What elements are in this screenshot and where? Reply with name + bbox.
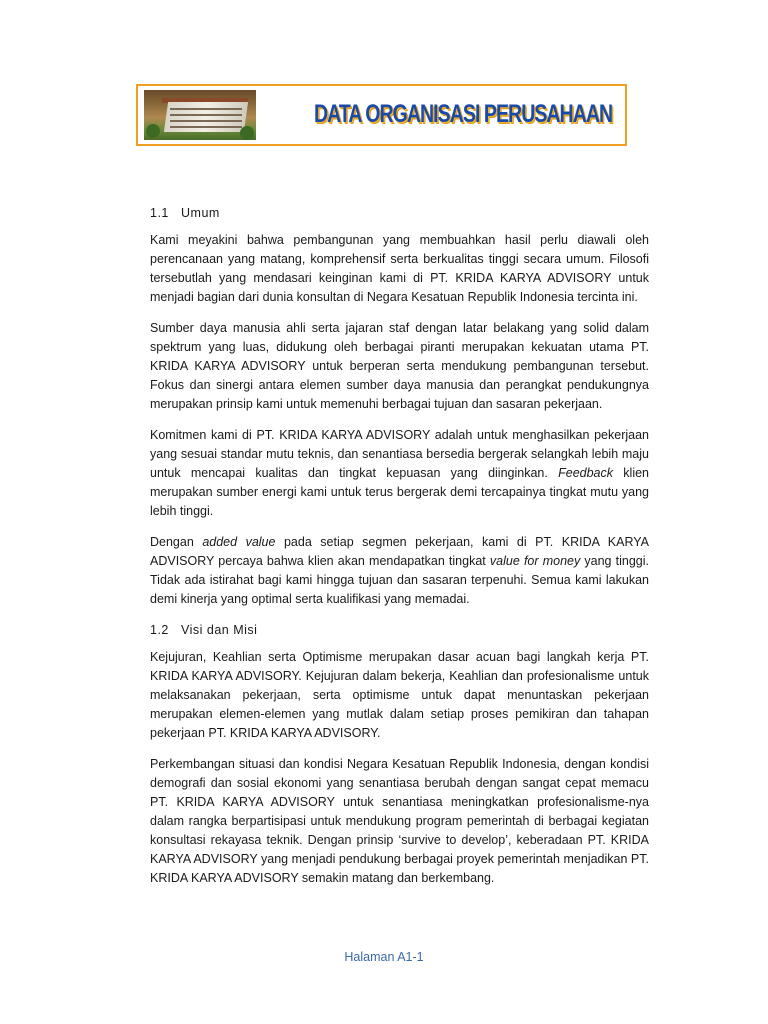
paragraph-text: Dengan bbox=[150, 535, 203, 549]
page-number: Halaman A1-1 bbox=[344, 950, 424, 964]
page-title: DATA ORGANISASI PERUSAHAAN bbox=[314, 100, 613, 128]
paragraph: Perkembangan situasi dan kondisi Negara Kesatuan Republik Indonesia, dengan kondisi demografi dan sosial ekonomi yang senantiasa berubah dengan sangat cepat memacu PT. KRIDA KARYA ADVISORY untuk senantiasa meningkatkan profesionalisme-nya dalam rangka berpartisipasi untuk mendukung program pemerintah di berbagai kegiatan konsultasi rekayasa teknik. Dengan prinsip ‘survive to develop’, keberadaan PT. KRIDA KARYA ADVISORY yang menjadi pendukung berbagai proyek pemerintah menjadikan PT. KRIDA KARYA ADVISORY semakin matang dan berkembang. bbox=[150, 757, 649, 885]
header-banner bbox=[136, 84, 627, 146]
section-heading-visi-misi bbox=[150, 621, 649, 640]
building-photo bbox=[144, 90, 256, 140]
emphasis-value-for-money: value for money bbox=[489, 554, 581, 568]
section-heading-umum bbox=[150, 204, 649, 223]
emphasis-added-value: added value bbox=[202, 535, 276, 549]
section-number: 1.1 bbox=[150, 206, 169, 220]
emphasis-feedback: Feedback bbox=[558, 466, 614, 480]
paragraph-text: Komitmen kami di PT. KRIDA KARYA ADVISORY adalah untuk menghasilkan pekerjaan yang sesuai standar mutu teknis, dan senantiasa bersedia bergerak selangkah lebih maju untuk mencapai kualitas dan tingkat kepuasan yang diinginkan. bbox=[150, 428, 649, 480]
paragraph bbox=[150, 426, 649, 521]
paragraph: Kami meyakini bahwa pembangunan yang membuahkan hasil perlu diawali oleh perencanaan yang matang, komprehensif serta berkualitas tinggi secara umum. Filosofi tersebutlah yang mendasari keinginan kami di PT. KRIDA KARYA ADVISORY untuk menjadi bagian dari dunia konsultan di Negara Kesatuan Republik Indonesia tercinta ini. bbox=[150, 233, 649, 304]
paragraph: Kejujuran, Keahlian serta Optimisme merupakan dasar acuan bagi langkah kerja PT. KRIDA KARYA ADVISORY. Kejujuran dalam bekerja, Keahlian dan profesionalisme untuk melaksanakan pekerjaan, serta optimisme untuk dapat menuntaskan pekerjaan merupakan elemen-elemen yang mutlak dalam setiap proses pemikiran dan tahapan pekerjaan PT. KRIDA KARYA ADVISORY. bbox=[150, 650, 649, 740]
section-title: Visi dan Misi bbox=[181, 623, 258, 637]
document-body bbox=[150, 204, 649, 900]
section-number: 1.2 bbox=[150, 623, 169, 637]
paragraph: Sumber daya manusia ahli serta jajaran staf dengan latar belakang yang solid dalam spektrum yang luas, didukung oleh berbagai piranti merupakan kekuatan utama PT. KRIDA KARYA ADVISORY untuk berperan serta mendukung pembangunan tersebut. Fokus dan sinergi antara elemen sumber daya manusia dan perangkat pendukungnya merupakan prinsip kami untuk memenuhi berbagai tujuan dan sasaran pekerjaan. bbox=[150, 321, 649, 411]
section-title: Umum bbox=[181, 206, 220, 220]
paragraph-text: yang tinggi. Tidak ada istirahat bagi kami hingga tujuan dan sasaran terpenuhi. Semua kami lakukan demi kinerja yang optimal serta kualifikasi yang memadai. bbox=[150, 554, 649, 606]
paragraph bbox=[150, 533, 649, 609]
paragraph-text: klien merupakan sumber energi kami untuk terus bergerak demi tercapainya tingkat mutu yang lebih tinggi. bbox=[150, 466, 649, 518]
paragraph-text: pada setiap segmen pekerjaan, kami di PT. KRIDA KARYA ADVISORY percaya bahwa klien akan mendapatkan tingkat bbox=[150, 535, 649, 568]
